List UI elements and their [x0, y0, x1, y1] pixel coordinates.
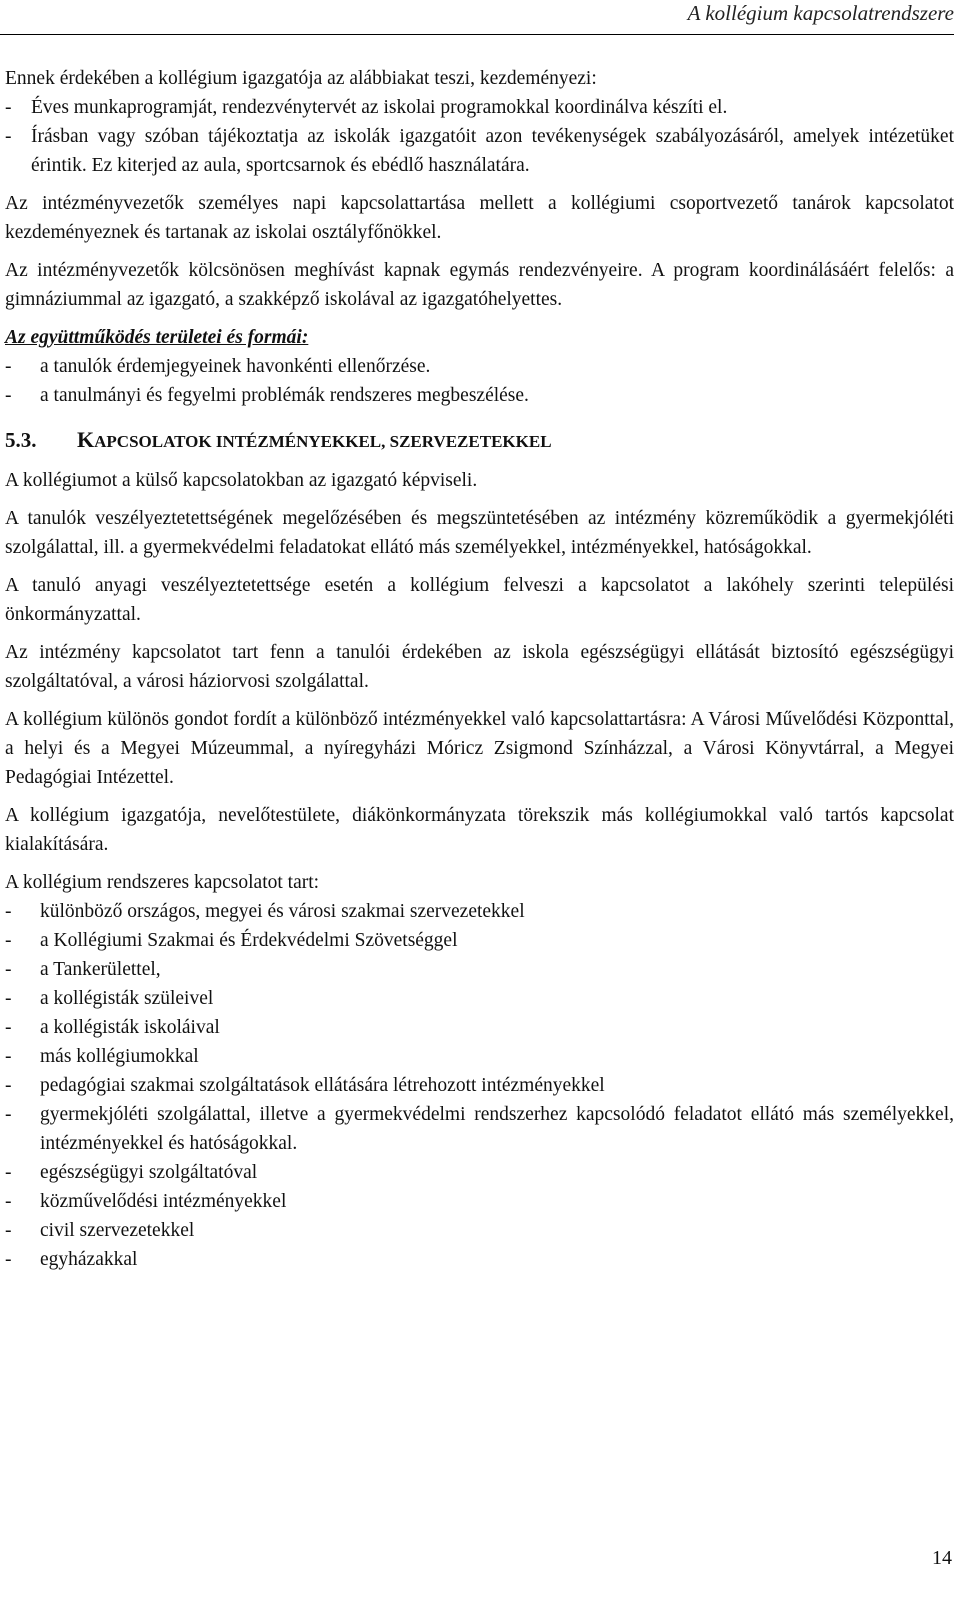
paragraph: A kollégium különös gondot fordít a különböző intézményekkel való kapcsolattartásra: A Városi Művelődési Központtal, a helyi és a Megyei Múzeummal, a nyíregyházi Móricz Zsigmond Színházzal, a Városi Könyvtárral, a Megyei Pedagógiai Intézettel. [5, 709, 954, 788]
paragraph: A tanulók veszélyeztetettségének megelőzésében és megszüntetésében az intézmény közreműködik a gyermekjóléti szolgálattal, ill. a gyermekvédelmi feladatokat ellátó más személyekkel, intézményekkel, hatóságokkal. [5, 508, 954, 558]
list-item: - más kollégiumokkal [5, 1046, 199, 1067]
section-heading [5, 425, 954, 457]
list-item: - a Tankerülettel, [5, 959, 161, 980]
paragraph: A kollégium igazgatója, nevelőtestülete, diákönkormányzata törekszik más kollégiumokkal való tartós kapcsolat kialakítására. [5, 805, 954, 855]
list-item: - egyházakkal [5, 1249, 138, 1270]
section-number: 5.3. [5, 428, 37, 452]
list-item: - közművelődési intézményekkel [5, 1191, 287, 1212]
list-item: - Írásban vagy szóban tájékoztatja az iskolák igazgatóit azon tevékenységek szabályozásáról, amelyek intézetüket érintik. Ez kiterjed az aula, sportcsarnok és ebédlő használatára. [5, 126, 954, 176]
list-item: - a kollégisták szüleivel [5, 988, 214, 1009]
relations-list [5, 897, 954, 1274]
paragraph: A tanuló anyagi veszélyeztetettsége esetén a kollégium felveszi a kapcsolatot a lakóhely szerinti települési önkormányzattal. [5, 575, 954, 625]
document-body [5, 64, 954, 1274]
list-item: - a kollégisták iskoláival [5, 1017, 220, 1038]
list-item: - a tanulók érdemjegyeinek havonkénti ellenőrzése. [5, 356, 431, 377]
list-item: - gyermekjóléti szolgálattal, illetve a gyermekvédelmi rendszerhez kapcsolódó feladatot ellátó más személyekkel, intézményekkel és hatóságokkal. [5, 1104, 954, 1154]
paragraph: Az intézményvezetők kölcsönösen meghívást kapnak egymás rendezvényeire. A program koordinálásáért felelős: a gimnáziummal az igazgató, a szakképző iskolával az igazgatóhelyettes. [5, 260, 954, 310]
section-title: KAPCSOLATOK INTÉZMÉNYEKKEL, SZERVEZETEKKEL [77, 427, 552, 452]
list-item: - a tanulmányi és fegyelmi problémák rendszeres megbeszélése. [5, 385, 529, 406]
list-item: - pedagógiai szakmai szolgáltatások ellátására létrehozott intézményekkel [5, 1075, 605, 1096]
paragraph: Az intézményvezetők személyes napi kapcsolattartása mellett a kollégiumi csoportvezető tanárok kapcsolatot kezdeményeznek és tartanak az iskolai osztályfőnökkel. [5, 193, 954, 243]
list-item: - különböző országos, megyei és városi szakmai szervezetekkel [5, 901, 525, 922]
cooperation-heading: Az együttműködés területei és formái: [5, 327, 309, 348]
cooperation-list [5, 352, 954, 410]
page-header [0, 0, 954, 35]
list-item: - egészségügyi szolgáltatóval [5, 1162, 258, 1183]
paragraph: Az intézmény kapcsolatot tart fenn a tanulói érdekében az iskola egészségügyi ellátását biztosító egészségügyi szolgáltatóval, a városi háziorvosi szolgálattal. [5, 642, 954, 692]
intro-lead: Ennek érdekében a kollégium igazgatója az alábbiakat teszi, kezdeményezi: [5, 68, 597, 89]
header-title: A kollégium kapcsolatrendszere [687, 1, 954, 25]
page-number: 14 [932, 1547, 952, 1569]
relations-lead: A kollégium rendszeres kapcsolatot tart: [5, 872, 320, 893]
list-item: - Éves munkaprogramját, rendezvénytervét az iskolai programokkal koordinálva készíti el. [5, 97, 728, 118]
list-item: - a Kollégiumi Szakmai és Érdekvédelmi Szövetséggel [5, 930, 458, 951]
paragraph: A kollégiumot a külső kapcsolatokban az igazgató képviseli. [5, 470, 478, 491]
intro-list [5, 93, 954, 180]
list-item: - civil szervezetekkel [5, 1220, 195, 1241]
